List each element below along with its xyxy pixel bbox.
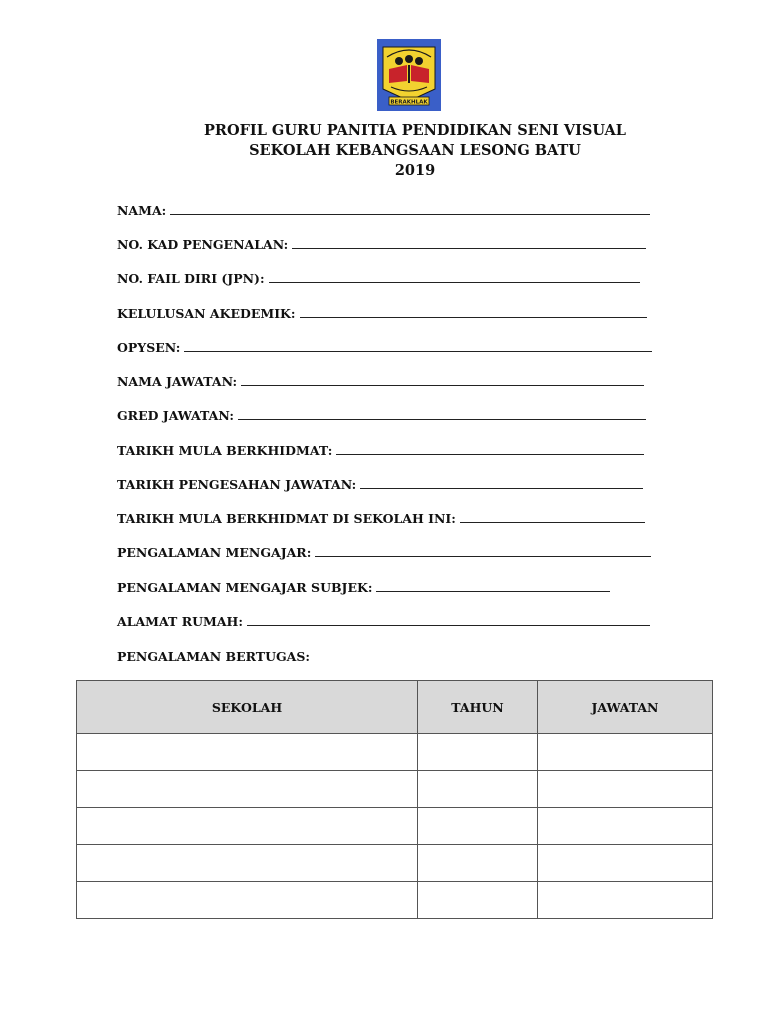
column-header-jawatan: JAWATAN — [538, 681, 713, 734]
field-label: NAMA JAWATAN: — [117, 374, 238, 389]
field-underline[interactable] — [184, 351, 652, 352]
field-tarikh-mula-berkhidmat-sekolah[interactable] — [117, 508, 645, 526]
table-cell-tahun[interactable] — [418, 771, 538, 808]
field-label: TARIKH MULA BERKHIDMAT DI SEKOLAH INI: — [117, 511, 456, 526]
table-row — [77, 734, 713, 771]
table-row — [77, 882, 713, 919]
section-label: PENGALAMAN BERTUGAS: — [117, 649, 311, 664]
field-tarikh-pengesahan-jawatan[interactable] — [117, 474, 643, 492]
table-cell-sekolah[interactable] — [77, 845, 418, 882]
table-cell-tahun[interactable] — [418, 845, 538, 882]
table-cell-sekolah[interactable] — [77, 882, 418, 919]
field-pengalaman-mengajar-subjek[interactable] — [117, 577, 610, 595]
table-cell-jawatan[interactable] — [538, 734, 713, 771]
field-kelulusan-akedemik[interactable] — [117, 303, 647, 321]
field-gred-jawatan[interactable] — [117, 405, 646, 423]
table-cell-tahun[interactable] — [418, 882, 538, 919]
table-cell-sekolah[interactable] — [77, 734, 418, 771]
field-label: TARIKH PENGESAHAN JAWATAN: — [117, 477, 357, 492]
field-underline[interactable] — [170, 214, 650, 215]
field-label: NO. KAD PENGENALAN: — [117, 237, 289, 252]
column-header-sekolah: SEKOLAH — [77, 681, 418, 734]
field-underline[interactable] — [238, 419, 646, 420]
field-underline[interactable] — [315, 556, 651, 557]
table-cell-tahun[interactable] — [418, 734, 538, 771]
table-header-row — [77, 681, 713, 734]
field-label: GRED JAWATAN: — [117, 408, 234, 423]
field-underline[interactable] — [241, 385, 644, 386]
table-cell-jawatan[interactable] — [538, 808, 713, 845]
field-label: NAMA: — [117, 203, 167, 218]
field-underline[interactable] — [336, 454, 644, 455]
field-no-kad-pengenalan[interactable] — [117, 234, 646, 252]
table-cell-sekolah[interactable] — [77, 771, 418, 808]
title-line-2: SEKOLAH KEBANGSAAN LESONG BATU — [249, 142, 581, 159]
field-underline[interactable] — [269, 282, 640, 283]
table-row — [77, 808, 713, 845]
field-underline[interactable] — [376, 591, 610, 592]
table-row — [77, 845, 713, 882]
table-cell-jawatan[interactable] — [538, 845, 713, 882]
field-underline[interactable] — [460, 522, 645, 523]
table-cell-tahun[interactable] — [418, 808, 538, 845]
table-cell-jawatan[interactable] — [538, 771, 713, 808]
field-opysen[interactable] — [117, 337, 652, 355]
field-tarikh-mula-berkhidmat[interactable] — [117, 440, 644, 458]
document-title — [0, 121, 768, 181]
field-underline[interactable] — [360, 488, 643, 489]
field-label: TARIKH MULA BERKHIDMAT: — [117, 443, 333, 458]
logo-banner-text: BERAKHLAK — [390, 99, 428, 106]
field-nama[interactable] — [117, 200, 650, 218]
field-underline[interactable] — [292, 248, 646, 249]
field-underline[interactable] — [247, 625, 650, 626]
experience-table — [76, 680, 713, 919]
field-alamat-rumah[interactable] — [117, 611, 650, 629]
table-cell-sekolah[interactable] — [77, 808, 418, 845]
field-label: KELULUSAN AKEDEMIK: — [117, 306, 296, 321]
title-year: 2019 — [394, 162, 436, 179]
column-header-tahun: TAHUN — [418, 681, 538, 734]
field-nama-jawatan[interactable] — [117, 371, 644, 389]
table-cell-jawatan[interactable] — [538, 882, 713, 919]
field-label: ALAMAT RUMAH: — [117, 614, 243, 629]
field-underline[interactable] — [300, 317, 647, 318]
field-pengalaman-mengajar[interactable] — [117, 542, 651, 560]
field-label: PENGALAMAN MENGAJAR SUBJEK: — [117, 580, 373, 595]
table-row — [77, 771, 713, 808]
field-label: NO. FAIL DIRI (JPN): — [117, 271, 265, 286]
field-label: PENGALAMAN MENGAJAR: — [117, 545, 312, 560]
field-no-fail-diri[interactable] — [117, 268, 640, 286]
title-line-1: PROFIL GURU PANITIA PENDIDIKAN SENI VISUAL — [204, 122, 626, 139]
field-label: OPYSEN: — [117, 340, 181, 355]
section-pengalaman-bertugas — [117, 646, 314, 664]
school-crest-logo — [377, 39, 441, 111]
